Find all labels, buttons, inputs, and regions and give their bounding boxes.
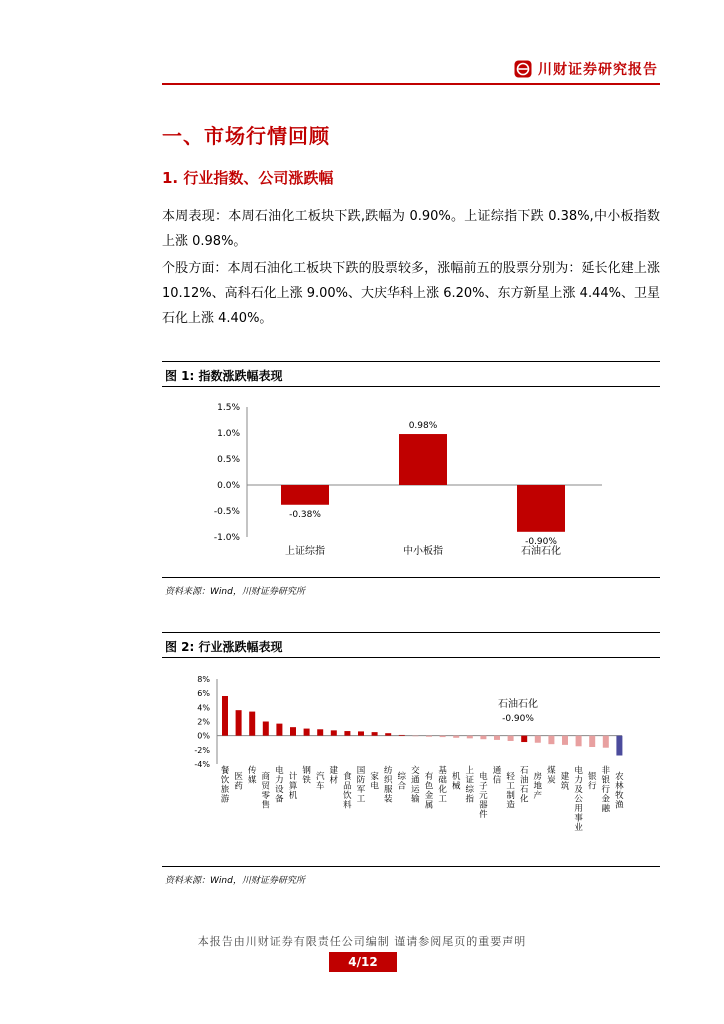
- chart2-category-label: 轻工制造: [506, 772, 515, 811]
- section-title: 一、市场行情回顾: [162, 124, 330, 148]
- chart2-bar: [562, 736, 568, 745]
- page-number: 4/12: [329, 952, 397, 972]
- chart2-category-label: 家电: [370, 772, 379, 792]
- chart2-bar: [480, 736, 486, 740]
- chart2-bar: [521, 736, 527, 742]
- chart2-category-label: 综合: [397, 772, 407, 792]
- figure1-title: 图 1: 指数涨跌幅表现: [165, 369, 283, 383]
- chart2-highlight-value: -0.90%: [502, 714, 534, 724]
- chart2-bar: [263, 722, 269, 736]
- footer-disclaimer: 本报告由川财证券有限责任公司编制 谨请参阅尾页的重要声明: [197, 935, 527, 948]
- header-brand: 川财证券研究报告: [538, 62, 658, 78]
- chart2-category-label: 钢铁: [302, 766, 311, 786]
- chart2-category-label: 电力设备: [275, 766, 284, 805]
- chart1-category-labels: [285, 544, 561, 557]
- chart2-y-tick-label: 6%: [197, 689, 210, 699]
- chart2-category-label: 纺织服装: [383, 766, 393, 805]
- header-divider: [162, 83, 660, 85]
- chart2-bar: [535, 736, 541, 743]
- chart2-bar: [603, 736, 609, 748]
- paragraph-weekly-performance: 本周表现：本周石油化工板块下跌,跌幅为 0.90%。上证综指下跌 0.38%,中小板指数上涨 0.98%。: [162, 209, 660, 249]
- chart2-y-tick-label: 2%: [197, 717, 210, 727]
- chart2-category-label: 电子元器件: [479, 772, 488, 820]
- figure2-top-rule: [162, 632, 660, 633]
- figure1-title-rule: [162, 386, 660, 387]
- chart2-y-tick-label: -2%: [194, 745, 210, 755]
- chart1-y-tick-label: 1.5%: [217, 403, 240, 413]
- chart2-bar: [317, 729, 323, 735]
- chart2-bar: [344, 731, 350, 736]
- chart1-data-label: 0.98%: [408, 421, 438, 432]
- chart2-bar: [494, 736, 500, 740]
- industry-change-chart: [162, 659, 660, 865]
- chart1-category-label: 上证综指: [285, 546, 325, 557]
- chuancai-logo-icon: [514, 60, 532, 78]
- chart1-bar: [399, 434, 447, 485]
- figure1-top-rule: [162, 361, 660, 362]
- chart2-category-label: 有色金属: [424, 772, 434, 811]
- chart2-bar: [290, 727, 296, 736]
- chart2-y-tick-label: 0%: [197, 731, 210, 741]
- chart2-bar: [236, 710, 242, 736]
- figure2-bottom-rule: [162, 866, 660, 867]
- chart1-bar: [281, 485, 329, 505]
- chart2-category-label: 国防军工: [356, 766, 366, 805]
- chart2-bar: [616, 736, 622, 756]
- chart1-y-tick-label: 1.0%: [217, 429, 240, 439]
- index-change-chart: [162, 388, 660, 576]
- chart2-category-label: 银行: [587, 772, 597, 792]
- chart2-bar: [385, 733, 391, 735]
- chart2-category-label: 医药: [234, 772, 243, 792]
- chart2-bar: [453, 736, 459, 738]
- chart1-data-label: -0.90%: [525, 536, 557, 547]
- chart2-bar: [589, 736, 595, 747]
- chart2-category-label: 煤炭: [547, 766, 556, 786]
- chart2-bar: [249, 712, 255, 736]
- chart1-category-label: 中小板指: [403, 546, 443, 557]
- chart2-category-label: 建筑: [560, 772, 570, 792]
- chart1-y-tick-label: 0.5%: [217, 455, 240, 465]
- chart2-bar: [276, 724, 282, 736]
- chart2-category-labels: [221, 765, 624, 833]
- chart2-category-label: 汽车: [315, 772, 325, 792]
- chart1-bars: [281, 434, 565, 532]
- figure2-title-rule: [162, 657, 660, 658]
- chart2-bar: [412, 736, 418, 737]
- chart2-category-label: 电力及公用事业: [574, 766, 583, 833]
- chart1-data-label: -0.38%: [289, 509, 321, 520]
- chart2-category-label: 商贸零售: [261, 772, 271, 811]
- chart2-y-tick-labels: [194, 675, 210, 769]
- chart1-bar: [517, 485, 565, 532]
- chart1-category-label: 石油石化: [521, 546, 561, 557]
- figure2-source: 资料来源：Wind，川财证券研究所: [165, 876, 305, 886]
- chart2-category-label: 建材: [329, 766, 339, 786]
- section-subtitle: 1. 行业指数、公司涨跌幅: [162, 169, 334, 187]
- chart2-bar: [399, 735, 405, 736]
- chart1-y-tick-label: 0.0%: [217, 481, 240, 491]
- chart2-bar: [222, 696, 228, 736]
- chart2-bar: [548, 736, 554, 745]
- chart2-bar: [372, 732, 378, 736]
- chart2-category-label: 食品饮料: [343, 772, 352, 811]
- chart2-highlight-label: 石油石化: [498, 699, 538, 710]
- chart2-bar: [467, 736, 473, 739]
- chart2-category-label: 农林牧渔: [615, 772, 624, 811]
- chart2-category-label: 基础化工: [438, 766, 447, 805]
- chart2-category-label: 房地产: [533, 772, 543, 801]
- chart2-category-label: 上证综指: [465, 766, 475, 805]
- chart2-y-tick-label: 4%: [197, 703, 210, 713]
- chart2-y-tick-label: -4%: [194, 760, 210, 769]
- chart1-y-tick-label: -1.0%: [213, 533, 240, 543]
- chart1-y-tick-labels: [214, 403, 241, 543]
- chart2-y-tick-label: 8%: [197, 675, 210, 684]
- chart2-bar: [508, 736, 514, 741]
- chart2-category-label: 传媒: [247, 766, 257, 786]
- chart2-category-label: 通信: [492, 766, 502, 786]
- chart2-category-label: 计算机: [288, 772, 298, 801]
- chart2-bar: [576, 736, 582, 747]
- chart2-bar: [440, 736, 446, 737]
- chart2-bar: [358, 731, 364, 735]
- figure1-source: 资料来源：Wind，川财证券研究所: [165, 587, 305, 597]
- chart2-category-label: 机械: [451, 772, 461, 792]
- chart2-bars: [222, 696, 622, 756]
- chart2-bar: [426, 736, 432, 737]
- chart1-y-tick-label: -0.5%: [213, 507, 240, 517]
- figure2-title: 图 2: 行业涨跌幅表现: [165, 640, 283, 654]
- chart2-bar: [331, 730, 337, 735]
- chart2-category-label: 石油石化: [519, 766, 529, 805]
- chart2-bar: [304, 729, 310, 736]
- figure1-bottom-rule: [162, 577, 660, 578]
- chart2-category-label: 餐饮旅游: [220, 766, 230, 805]
- paragraph-stock-performance: 个股方面：本周石油化工板块下跌的股票较多，涨幅前五的股票分别为：延长化建上涨 10.12%、高科石化上涨 9.00%、大庆华科上涨 6.20%、东方新星上涨 4.44%、卫星石化上涨 4.40%。: [162, 261, 660, 326]
- chart2-category-label: 交通运输: [411, 766, 420, 805]
- chart2-category-label: 非银行金融: [601, 766, 611, 814]
